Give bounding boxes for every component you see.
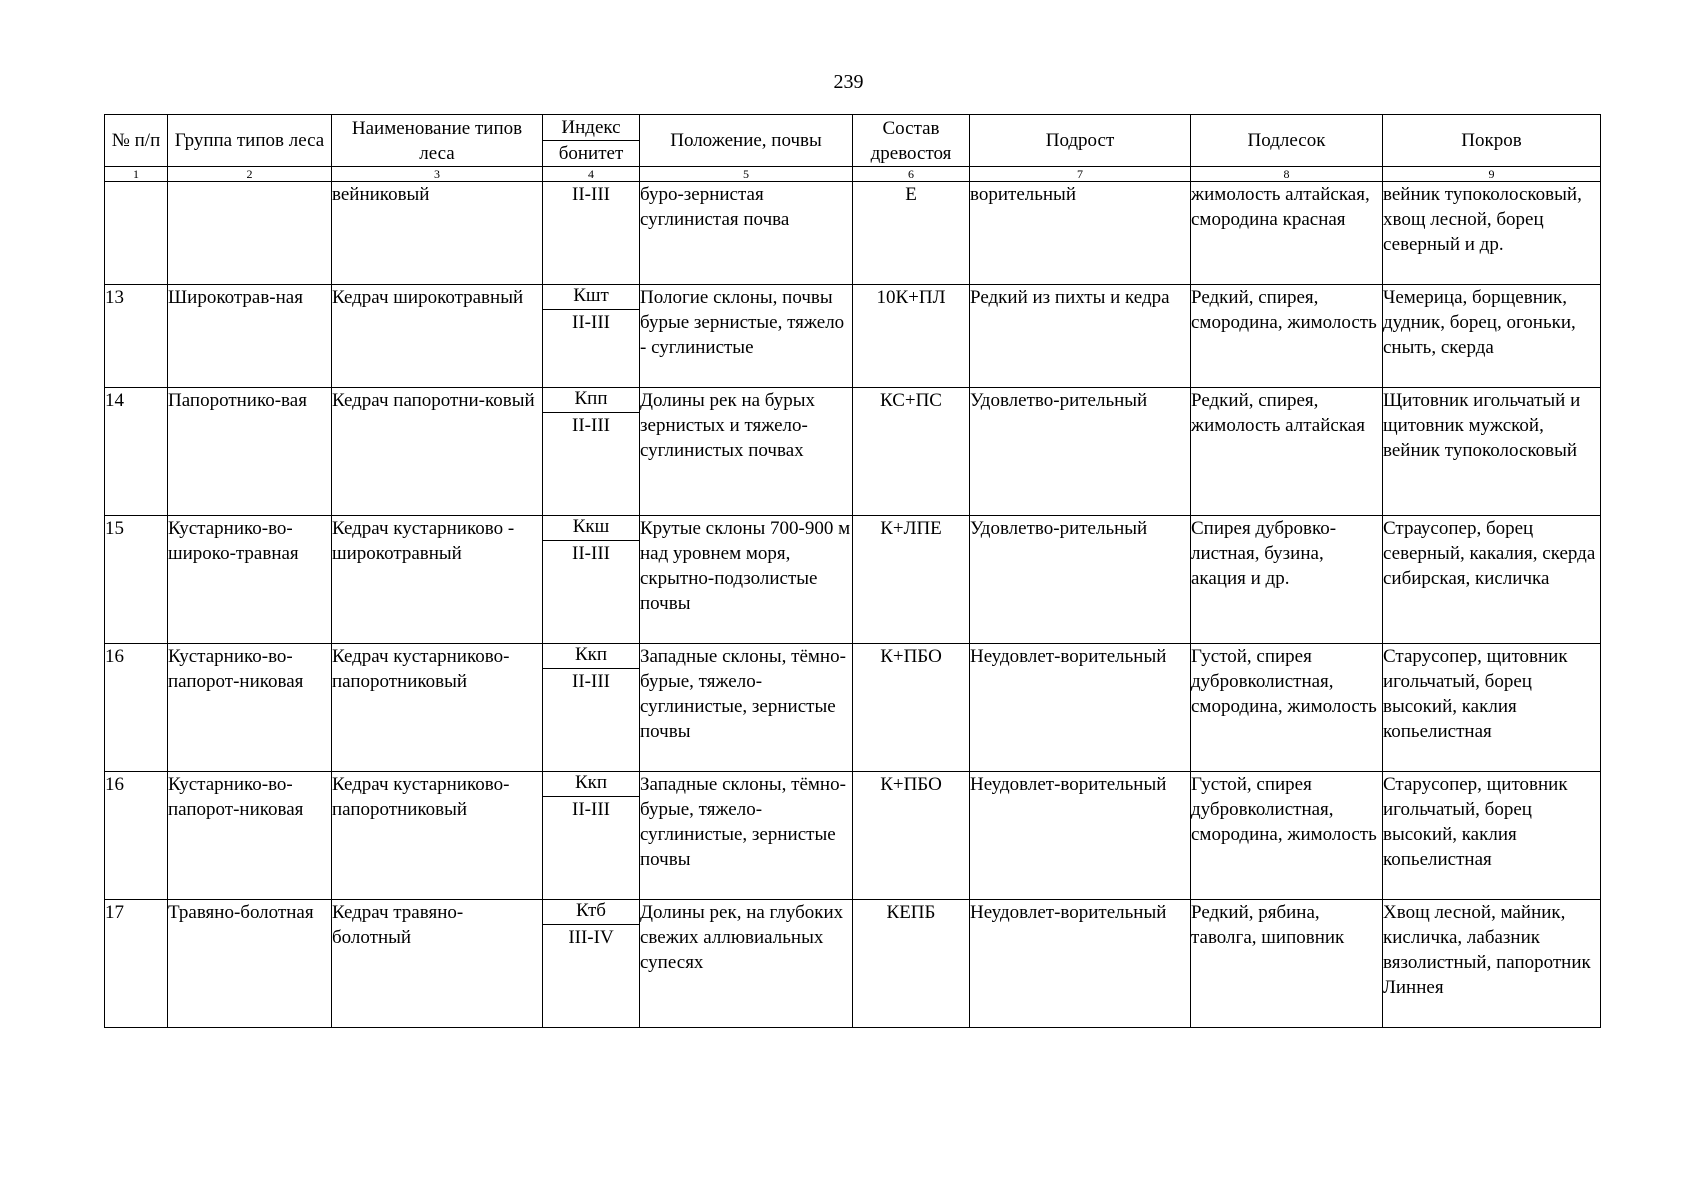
header-row: [105, 115, 1601, 141]
column-number: 3: [332, 167, 543, 182]
header-composition: Состав древостоя: [853, 115, 970, 167]
cell-undergrowth: Редкий из пихты и кедра: [970, 285, 1191, 388]
header-index: Индекс: [543, 115, 640, 141]
cell-num: 17: [105, 900, 168, 1028]
cell-bonitet: II-III: [543, 413, 640, 516]
table-row-continuation: [105, 182, 1601, 285]
cell-composition: К+ЛПЕ: [853, 516, 970, 644]
cell-index: Ккш: [543, 516, 640, 541]
header-group: Группа типов леса: [168, 115, 332, 167]
cell-underbrush: Редкий, спирея, смородина, жимолость: [1191, 285, 1383, 388]
cell-group: Травяно-болотная: [168, 900, 332, 1028]
cell-underbrush: Спирея дубровко-листная, бузина, акация и др.: [1191, 516, 1383, 644]
table-row: [105, 644, 1601, 669]
cell-cover: Старусопер, щитовник игольчатый, борец высокий, каклия копьелистная: [1383, 644, 1601, 772]
cell-bonitet: II-III: [543, 182, 640, 285]
cell-name: Кедрач кустарниково-папоротниковый: [332, 772, 543, 900]
cell-name: Кедрач широкотравный: [332, 285, 543, 388]
cell-cover: вейник тупоколосковый, хвощ лесной, борец северный и др.: [1383, 182, 1601, 285]
column-number: 4: [543, 167, 640, 182]
header-name: Наименование типов леса: [332, 115, 543, 167]
cell-position: Западные склоны, тёмно-бурые, тяжело-суглинистые, зернистые почвы: [640, 644, 853, 772]
cell-group: Широкотрав-ная: [168, 285, 332, 388]
cell-index: Кпп: [543, 388, 640, 413]
column-number: 1: [105, 167, 168, 182]
cell-num: 14: [105, 388, 168, 516]
header-undergrowth: Подрост: [970, 115, 1191, 167]
table-row: [105, 388, 1601, 413]
cell-composition: 10К+ПЛ: [853, 285, 970, 388]
cell-undergrowth: Неудовлет-ворительный: [970, 644, 1191, 772]
cell-undergrowth: Неудовлет-ворительный: [970, 900, 1191, 1028]
cell-num: [105, 182, 168, 285]
cell-underbrush: Густой, спирея дубровколистная, смородина, жимолость: [1191, 644, 1383, 772]
cell-cover: Старусопер, щитовник игольчатый, борец высокий, каклия копьелистная: [1383, 772, 1601, 900]
cell-index: Ккп: [543, 772, 640, 797]
header-cover: Покров: [1383, 115, 1601, 167]
cell-composition: К+ПБО: [853, 772, 970, 900]
cell-group: Папоротнико-вая: [168, 388, 332, 516]
cell-name: Кедрач кустарниково-папоротниковый: [332, 644, 543, 772]
cell-composition: Е: [853, 182, 970, 285]
column-number: 5: [640, 167, 853, 182]
cell-bonitet: II-III: [543, 310, 640, 388]
header-num: № п/п: [105, 115, 168, 167]
cell-cover: Страусопер, борец северный, какалия, скерда сибирская, кисличка: [1383, 516, 1601, 644]
cell-cover: Хвощ лесной, майник, кисличка, лабазник вязолистный, папоротник Линнея: [1383, 900, 1601, 1028]
table-row: [105, 285, 1601, 310]
cell-cover: Щитовник игольчатый и щитовник мужской, вейник тупоколосковый: [1383, 388, 1601, 516]
cell-position: Долины рек, на глубоких свежих аллювиальных супесях: [640, 900, 853, 1028]
cell-index: Кшт: [543, 285, 640, 310]
cell-underbrush: жимолость алтайская, смородина красная: [1191, 182, 1383, 285]
cell-num: 13: [105, 285, 168, 388]
cell-composition: КЕПБ: [853, 900, 970, 1028]
cell-num: 15: [105, 516, 168, 644]
header-position: Положение, почвы: [640, 115, 853, 167]
cell-bonitet: II-III: [543, 797, 640, 900]
cell-group: Кустарнико-во-папорот-никовая: [168, 772, 332, 900]
cell-position: буро-зернистая суглинистая почва: [640, 182, 853, 285]
cell-index: Ктб: [543, 900, 640, 925]
cell-group: Кустарнико-во-папорот-никовая: [168, 644, 332, 772]
cell-undergrowth: Неудовлет-ворительный: [970, 772, 1191, 900]
cell-group: Кустарнико-во-широко-травная: [168, 516, 332, 644]
cell-index: Ккп: [543, 644, 640, 669]
page-number: 239: [833, 71, 864, 93]
header-underbrush: Подлесок: [1191, 115, 1383, 167]
column-number: 9: [1383, 167, 1601, 182]
cell-undergrowth: Удовлетво-рительный: [970, 388, 1191, 516]
cell-position: Пологие склоны, почвы бурые зернистые, тяжело - суглинистые: [640, 285, 853, 388]
cell-underbrush: Редкий, рябина, таволга, шиповник: [1191, 900, 1383, 1028]
cell-cover: Чемерица, борщевник, дудник, борец, огоньки, сныть, скерда: [1383, 285, 1601, 388]
cell-position: Западные склоны, тёмно-бурые, тяжело-суглинистые, зернистые почвы: [640, 772, 853, 900]
column-number: 7: [970, 167, 1191, 182]
column-number: 8: [1191, 167, 1383, 182]
cell-num: 16: [105, 644, 168, 772]
cell-composition: К+ПБО: [853, 644, 970, 772]
table-row: [105, 900, 1601, 925]
cell-composition: КС+ПС: [853, 388, 970, 516]
header-bonitet: бонитет: [543, 141, 640, 167]
cell-undergrowth: Удовлетво-рительный: [970, 516, 1191, 644]
column-number-row: [105, 167, 1601, 182]
cell-num: 16: [105, 772, 168, 900]
cell-underbrush: Редкий, спирея, жимолость алтайская: [1191, 388, 1383, 516]
cell-name: Кедрач папоротни-ковый: [332, 388, 543, 516]
forest-types-table: [104, 114, 1601, 1028]
cell-bonitet: II-III: [543, 541, 640, 644]
cell-name: Кедрач травяно-болотный: [332, 900, 543, 1028]
cell-name: Кедрач кустарниково - широкотравный: [332, 516, 543, 644]
table-row: [105, 772, 1601, 797]
cell-undergrowth: ворительный: [970, 182, 1191, 285]
cell-underbrush: Густой, спирея дубровколистная, смородина, жимолость: [1191, 772, 1383, 900]
cell-group: [168, 182, 332, 285]
cell-name: вейниковый: [332, 182, 543, 285]
cell-bonitet: III-IV: [543, 925, 640, 1028]
table-row: [105, 516, 1601, 541]
column-number: 2: [168, 167, 332, 182]
column-number: 6: [853, 167, 970, 182]
cell-position: Долины рек на бурых зернистых и тяжело-суглинистых почвах: [640, 388, 853, 516]
cell-bonitet: II-III: [543, 669, 640, 772]
cell-position: Крутые склоны 700-900 м над уровнем моря, скрытно-подзолистые почвы: [640, 516, 853, 644]
